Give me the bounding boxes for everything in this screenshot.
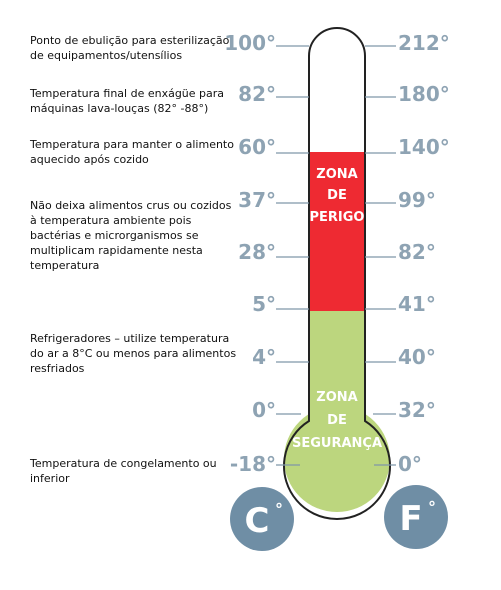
annotation-final-rinse: Temperatura final de enxágüe para máquinas lava-louças (82° -88°) bbox=[30, 87, 225, 115]
fahrenheit-label-40: 40° bbox=[398, 345, 436, 369]
fahrenheit-label-140: 140° bbox=[398, 135, 450, 159]
danger-zone-line-3: PERIGO bbox=[309, 210, 365, 225]
celsius-label-100: 100° bbox=[224, 31, 276, 55]
fahrenheit-label-99: 99° bbox=[398, 188, 436, 212]
celsius-badge-letter: C bbox=[244, 501, 270, 541]
safety-zone-line-3: SEGURANÇA bbox=[291, 436, 383, 451]
fahrenheit-label-180: 180° bbox=[398, 82, 450, 106]
celsius-scale bbox=[224, 31, 276, 476]
fahrenheit-scale bbox=[398, 31, 450, 476]
annotation-boiling-point: Ponto de ebulição para esterilização de equipamentos/utensílios bbox=[30, 34, 230, 62]
celsius-label-28: 28° bbox=[238, 240, 276, 264]
fahrenheit-label-82: 82° bbox=[398, 240, 436, 264]
fahrenheit-label-32: 32° bbox=[398, 398, 436, 422]
celsius-label-82: 82° bbox=[238, 82, 276, 106]
celsius-badge bbox=[230, 487, 294, 551]
fahrenheit-badge bbox=[384, 485, 448, 549]
fahrenheit-label-41: 41° bbox=[398, 292, 436, 316]
fahrenheit-badge-degree: ° bbox=[428, 498, 436, 517]
annotation-freezing: Temperatura de congelamento ou inferior bbox=[30, 457, 217, 485]
annotation-danger-zone: Não deixa alimentos crus ou cozidos à temperatura ambiente pois bactérias e microrganismos se multiplicam rapidamente nesta temperatura bbox=[30, 199, 232, 272]
celsius-label-minus18: -18° bbox=[229, 452, 276, 476]
celsius-label-5: 5° bbox=[252, 292, 276, 316]
fahrenheit-label-212: 212° bbox=[398, 31, 450, 55]
fahrenheit-badge-letter: F bbox=[399, 499, 423, 539]
safety-zone-line-2: DE bbox=[327, 413, 347, 428]
fahrenheit-ticks bbox=[365, 46, 396, 465]
celsius-ticks bbox=[276, 46, 309, 465]
celsius-label-60: 60° bbox=[238, 135, 276, 159]
celsius-label-0: 0° bbox=[252, 398, 276, 422]
annotation-refrigerators: Refrigeradores – utilize temperatura do ar a 8°C ou menos para alimentos resfriados bbox=[30, 332, 237, 375]
fahrenheit-label-0: 0° bbox=[398, 452, 422, 476]
annotation-hot-holding: Temperatura para manter o alimento aquecido após cozido bbox=[30, 138, 234, 166]
safety-zone bbox=[284, 311, 390, 512]
safety-zone-line-1: ZONA bbox=[316, 390, 358, 405]
celsius-badge-degree: ° bbox=[275, 500, 283, 519]
danger-zone-line-2: DE bbox=[327, 188, 347, 203]
celsius-label-4: 4° bbox=[252, 345, 276, 369]
celsius-label-37: 37° bbox=[238, 188, 276, 212]
danger-zone-line-1: ZONA bbox=[316, 167, 358, 182]
